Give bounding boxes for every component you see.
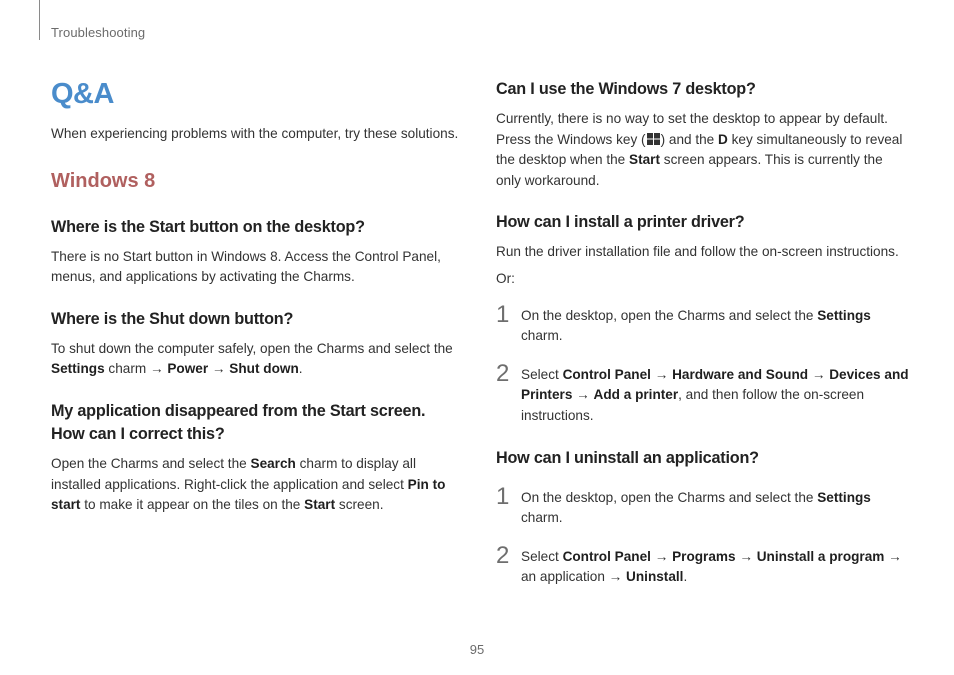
answer-windows7-desktop: Currently, there is no way to set the desktop to appear by default. Press the Windows key ( ) and the D key simultaneously to reveal the desktop when the Start screen appears. This is currently the only workaround.: [496, 111, 903, 188]
step-text: Select Control Panel → Hardware and Sound → Devices and Printers → Add a printer, and then follow the on-screen instructions.: [521, 366, 909, 423]
uninstall-step-2: [496, 541, 911, 588]
page-title: Q&A: [51, 78, 114, 110]
question-start-button: Where is the Start button on the desktop?: [51, 217, 365, 236]
question-printer-driver: How can I install a printer driver?: [496, 213, 745, 232]
intro-text: When experiencing problems with the computer, try these solutions.: [51, 126, 459, 141]
step-text: Select Control Panel → Programs → Uninstall a program → an application → Uninstall.: [521, 548, 902, 585]
right-column: [496, 78, 911, 588]
header-rule: [39, 0, 40, 40]
page-number: 95: [469, 642, 485, 657]
step-text: On the desktop, open the Charms and select the Settings charm.: [521, 489, 871, 526]
answer-app-disappeared: Open the Charms and select the Search charm to display all installed applications. Right-click the application and select Pin to start to make it appear on the tiles on the Start screen.: [51, 455, 446, 513]
question-uninstall-app: How can I uninstall an application?: [496, 448, 759, 467]
step-number: 2: [496, 359, 510, 387]
question-windows7-desktop: Can I use the Windows 7 desktop?: [496, 80, 756, 98]
answer-shut-down: To shut down the computer safely, open the Charms and select the Settings charm → Power → Shut down.: [51, 340, 453, 377]
step-number: 2: [496, 541, 510, 569]
uninstall-step-1: [496, 482, 911, 529]
running-header: Troubleshooting: [51, 25, 146, 40]
or-label: Or:: [496, 270, 515, 286]
question-shut-down: Where is the Shut down button?: [51, 309, 294, 328]
printer-step-1: [496, 300, 911, 347]
answer-start-button: There is no Start button in Windows 8. Access the Control Panel, menus, and applications by activating the Charms.: [51, 248, 441, 285]
printer-step-2: [496, 359, 911, 427]
left-column: [51, 76, 461, 516]
step-number: 1: [496, 300, 510, 328]
windows-logo-icon: [647, 133, 660, 145]
answer-printer-driver: Run the driver installation file and follow the on-screen instructions.: [496, 244, 899, 260]
section-title: Windows 8: [51, 169, 156, 192]
step-number: 1: [496, 482, 510, 510]
step-text: On the desktop, open the Charms and select the Settings charm.: [521, 307, 871, 344]
question-app-disappeared: My application disappeared from the Start screen. How can I correct this?: [51, 401, 426, 443]
